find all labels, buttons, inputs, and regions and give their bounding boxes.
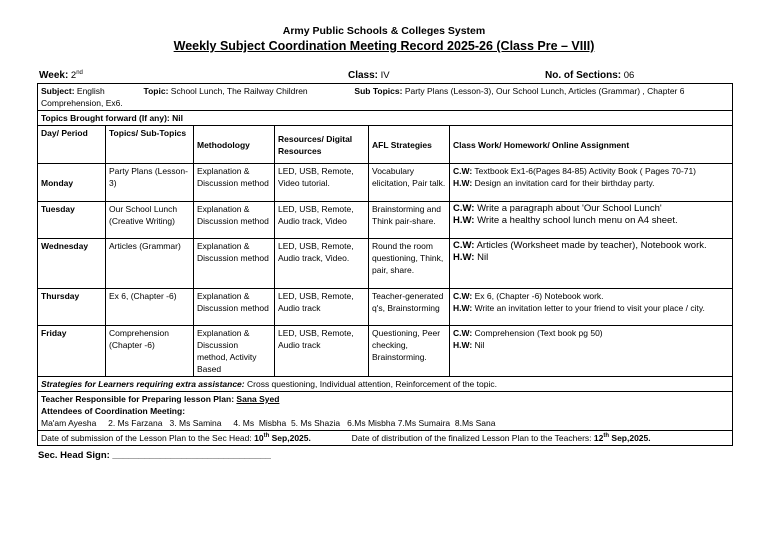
afl-cell: Round the room questioning, Think, pair, share.	[369, 239, 450, 289]
hw-label: H.W:	[453, 178, 473, 188]
hw-label: H.W:	[453, 303, 473, 313]
distribution-rest: Sep,2025.	[611, 433, 651, 443]
col-header-topics: Topics/ Sub-Topics	[106, 126, 194, 164]
day-cell: Friday	[38, 326, 106, 377]
table-row	[38, 289, 733, 326]
topic-label: Topic:	[143, 86, 169, 96]
dates-cell	[38, 431, 733, 446]
assignment-cell	[450, 239, 733, 289]
table-row	[38, 202, 733, 239]
method-cell: Explanation & Discussion method	[194, 202, 275, 239]
sections-field	[545, 70, 634, 81]
subject-label: Subject:	[41, 86, 75, 96]
dates-row	[38, 431, 733, 446]
col-header-resources: Resources/ Digital Resources	[275, 126, 369, 164]
afl-cell: Brainstorming and Think pair-share.	[369, 202, 450, 239]
class-field	[348, 70, 390, 81]
assignment-cell	[450, 289, 733, 326]
resources-cell: LED, USB, Remote, Video tutorial.	[275, 164, 369, 202]
hw-label: H.W:	[453, 215, 475, 226]
submission-label: Date of submission of the Lesson Plan to the Sec Head:	[41, 433, 252, 443]
day-cell: Monday	[38, 164, 106, 202]
distribution-day: 12	[593, 433, 604, 443]
class-value: IV	[380, 70, 390, 81]
teacher-name: Sana Syed	[236, 394, 280, 404]
record-table-wrapper	[37, 83, 732, 446]
day-cell: Wednesday	[38, 239, 106, 289]
submission-sup: th	[263, 433, 270, 440]
method-cell: Explanation & Discussion method	[194, 164, 275, 202]
hw-text: Design an invitation card for their birthday party.	[474, 178, 655, 188]
week-value: 2	[70, 70, 77, 81]
submission-day: 10	[254, 433, 264, 443]
cw-label: C.W:	[453, 291, 473, 301]
table-row	[38, 164, 733, 202]
assignment-cell	[450, 202, 733, 239]
sections-value: 06	[623, 70, 635, 81]
topic-cell: Articles (Grammar)	[106, 239, 194, 289]
cw-text: Textbook Ex1-6(Pages 84-85) Activity Book ( Pages 70-71)	[474, 166, 697, 176]
assignment-cell	[450, 326, 733, 377]
sec-head-signature: Sec. Head Sign: ______________________________	[38, 450, 271, 461]
cw-label: C.W:	[453, 203, 475, 214]
topic-cell: Ex 6, (Chapter -6)	[106, 289, 194, 326]
organization-name: Army Public Schools & Colleges System	[282, 25, 486, 37]
day-cell: Thursday	[38, 289, 106, 326]
col-header-afl: AFL Strategies	[369, 126, 450, 164]
afl-cell: Questioning, Peer checking, Brainstorming.	[369, 326, 450, 377]
resources-cell: LED, USB, Remote, Audio track, Video.	[275, 239, 369, 289]
cw-label: C.W:	[453, 328, 473, 338]
method-cell: Explanation & Discussion method, Activity Based	[194, 326, 275, 377]
hw-label: H.W:	[453, 340, 473, 350]
method-cell: Explanation & Discussion method	[194, 239, 275, 289]
submission-rest: Sep,2025.	[271, 433, 311, 443]
hw-text: Nil	[477, 252, 489, 263]
attendees-list: Ma'am Ayesha 2. Ms Farzana 3. Ms Samina 4. Ms Misbha 5. Ms Shazia 6.Ms Misbha 7.Ms Sumaira 8.Ms Sana	[41, 418, 496, 428]
cw-text: Ex 6, (Chapter -6) Notebook work.	[474, 291, 604, 301]
subject-value: English	[76, 86, 105, 96]
topic-cell: Party Plans (Lesson-3)	[106, 164, 194, 202]
cw-text: Comprehension (Text book pg 50)	[474, 328, 603, 338]
strategies-row	[38, 377, 733, 392]
topic-cell: Comprehension (Chapter -6)	[106, 326, 194, 377]
resources-cell: LED, USB, Remote, Audio track, Video	[275, 202, 369, 239]
resources-cell: LED, USB, Remote, Audio track	[275, 289, 369, 326]
afl-cell: Teacher-generated q's, Brainstorming	[369, 289, 450, 326]
column-header-row	[38, 126, 733, 164]
col-header-day: Day/ Period	[38, 126, 106, 164]
resources-cell: LED, USB, Remote, Audio track	[275, 326, 369, 377]
cw-text: Articles (Worksheet made by teacher), Notebook work.	[476, 240, 707, 251]
topics-forward: Topics Brought forward (If any): Nil	[38, 111, 733, 126]
teacher-row	[38, 392, 733, 431]
record-table	[37, 83, 733, 446]
teacher-label: Teacher Responsible for Preparing lesson Plan:	[41, 394, 235, 404]
sections-label: No. of Sections:	[545, 70, 622, 81]
cw-text: Write a paragraph about 'Our School Lunch'	[477, 203, 662, 214]
cw-label: C.W:	[453, 240, 475, 251]
assignment-cell	[450, 164, 733, 202]
strategies-label: Strategies for Learners requiring extra assistance:	[41, 379, 245, 389]
topics-forward-row	[38, 111, 733, 126]
hw-label: H.W:	[453, 252, 475, 263]
distribution-label: Date of distribution of the finalized Lesson Plan to the Teachers:	[351, 433, 592, 443]
topic-value: School Lunch, The Railway Children	[170, 86, 308, 96]
afl-cell: Vocabulary elicitation, Pair talk.	[369, 164, 450, 202]
week-label: Week:	[39, 70, 69, 81]
strategies-value: Cross questioning, Individual attention, Reinforcement of the topic.	[247, 379, 497, 389]
week-sup: nd	[76, 69, 83, 76]
table-row	[38, 326, 733, 377]
document-title: Weekly Subject Coordination Meeting Record 2025-26 (Class Pre – VIII)	[173, 39, 595, 53]
subtopics-value: Party Plans (Lesson-3), Our School Lunch, Articles (Grammar) , Chapter 6 Comprehension, Ex6.	[41, 86, 685, 108]
hw-text: Write an invitation letter to your friend to visit your place / city.	[474, 303, 705, 313]
week-field	[39, 70, 83, 81]
teacher-cell	[38, 392, 733, 431]
col-header-classwork: Class Work/ Homework/ Online Assignment	[450, 126, 733, 164]
hw-text: Nil	[474, 340, 485, 350]
cw-label: C.W:	[453, 166, 473, 176]
table-row	[38, 239, 733, 289]
class-label: Class:	[348, 70, 379, 81]
subject-cell	[38, 84, 733, 111]
subject-row	[38, 84, 733, 111]
day-cell: Tuesday	[38, 202, 106, 239]
subtopics-label: Sub Topics:	[354, 86, 403, 96]
hw-text: Write a healthy school lunch menu on A4 sheet.	[477, 215, 678, 226]
distribution-sup: th	[603, 433, 610, 440]
col-header-methodology: Methodology	[194, 126, 275, 164]
strategies-cell	[38, 377, 733, 392]
topic-cell: Our School Lunch (Creative Writing)	[106, 202, 194, 239]
attendees-label: Attendees of Coordination Meeting:	[41, 406, 186, 416]
method-cell: Explanation & Discussion method	[194, 289, 275, 326]
